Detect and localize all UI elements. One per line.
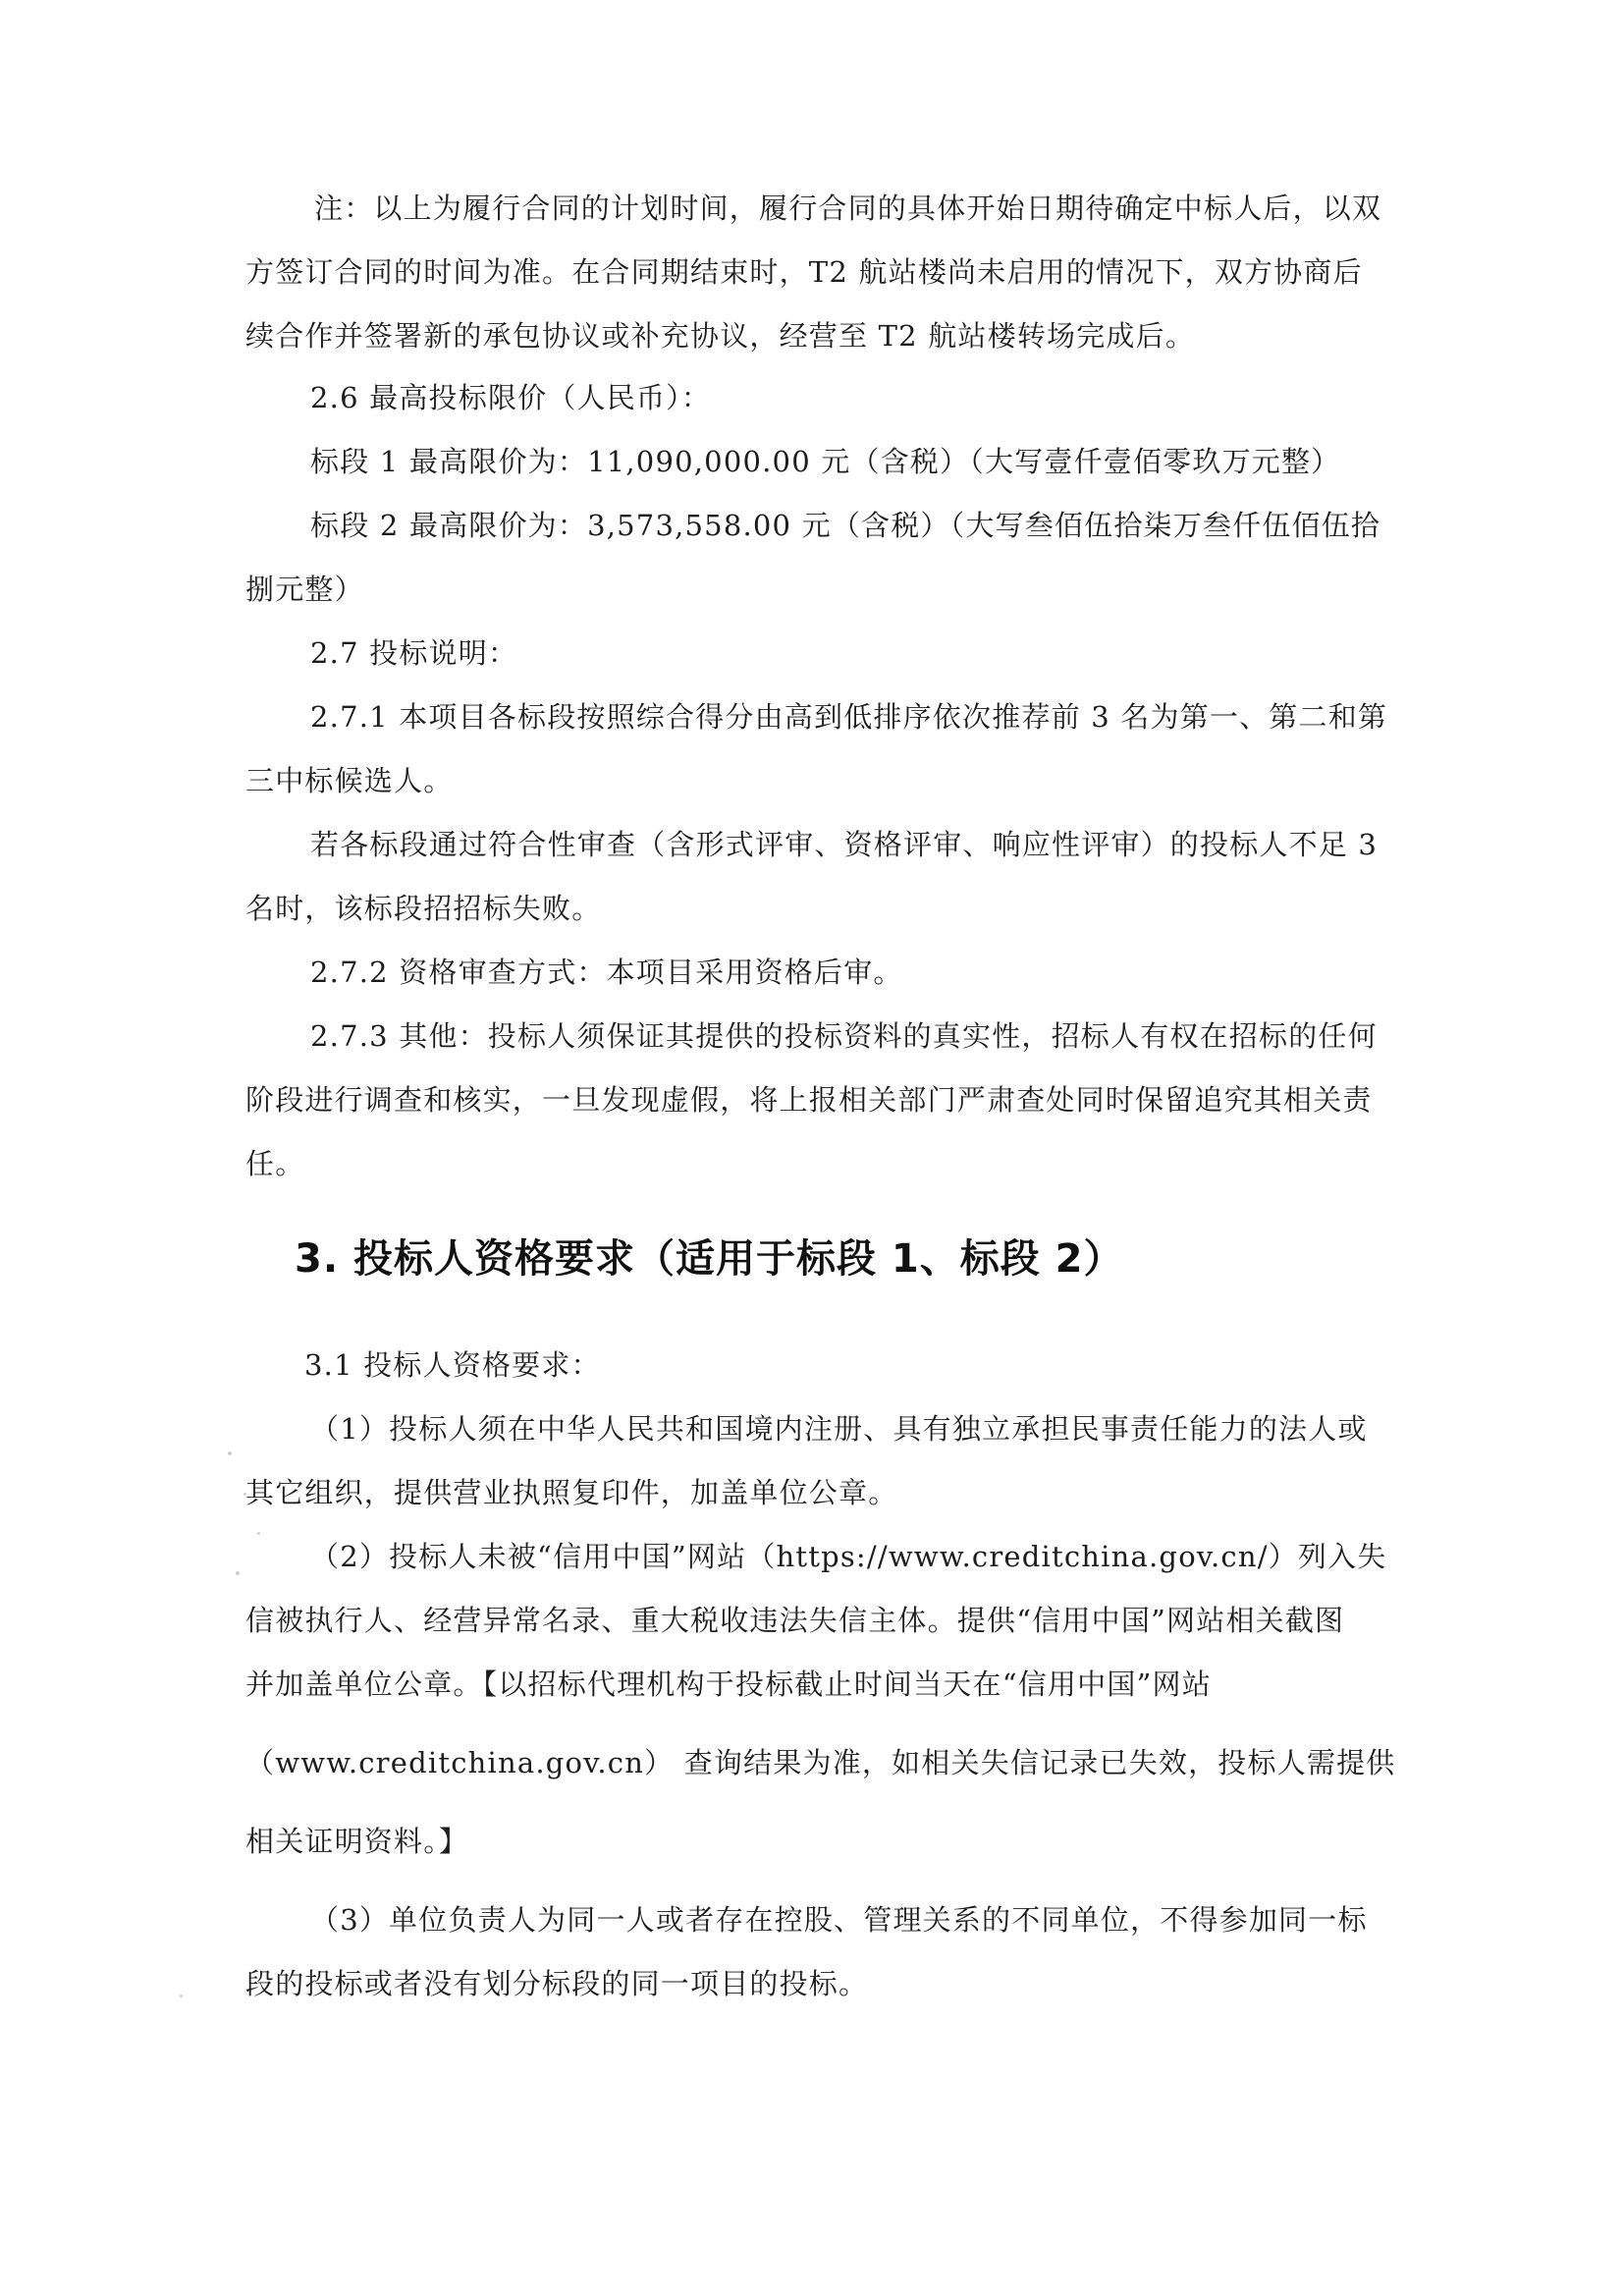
section-3-1-title: 3.1 投标人资格要求： [304,1348,601,1382]
paragraph-line: 注：以上为履行合同的计划时间，履行合同的具体开始日期待确定中标人后，以双 [314,191,1382,225]
paragraph-line: 相关证明资料。】 [245,1825,469,1858]
paragraph-line: 标段 1 最高限价为：11,090,000.00 元（含税）（大写壹仟壹佰零玖万元整） [310,445,1341,478]
paragraph-line: 2.7.3 其他：投标人须保证其提供的投标资料的真实性，招标人有权在招标的任何 [310,1019,1378,1053]
paragraph-line: 任。 [245,1147,305,1180]
paragraph-line: （2）投标人未被“信用中国”网站（https://www.creditchina.gov.cn/）列入失 [310,1540,1387,1573]
scan-speck [228,1451,232,1455]
paragraph-line: 并加盖单位公章。【以招标代理机构于投标截止时间当天在“信用中国”网站 [245,1667,1212,1701]
paragraph-line: 信被执行人、经营异常名录、重大税收违法失信主体。提供“信用中国”网站相关截图 [245,1604,1345,1637]
paragraph-line: 捌元整） [245,573,364,606]
paragraph-line: 阶段进行调查和核实，一旦发现虚假，将上报相关部门严肃查处同时保留追究其相关责 [245,1083,1373,1117]
scan-speck [236,1571,240,1575]
section-3-heading: 3. 投标人资格要求（适用于标段 1、标段 2） [295,1236,1124,1282]
section-2-6-title: 2.6 最高投标限价（人民币）： [310,381,712,414]
paragraph-line: 段的投标或者没有划分标段的同一项目的投标。 [245,1967,869,2000]
paragraph-line: 三中标候选人。 [245,764,454,797]
scan-speck [257,1532,260,1535]
paragraph-line: 若各标段通过符合性审查（含形式评审、资格评审、响应性评审）的投标人不足 3 [310,828,1379,861]
paragraph-line: （1）投标人须在中华人民共和国境内注册、具有独立承担民事责任能力的法人或 [310,1412,1368,1446]
paragraph-line: （www.creditchina.gov.cn） 查询结果为准，如相关失信记录已失效，投标人需提供 [245,1746,1396,1779]
section-2-7-title: 2.7 投标说明： [310,636,518,670]
paragraph-line: 名时，该标段招招标失败。 [245,892,602,925]
paragraph-line: 2.7.1 本项目各标段按照综合得分由高到低排序依次推荐前 3 名为第一、第二和第 [310,700,1388,734]
paragraph-line: 续合作并签署新的承包协议或补充协议，经营至 T2 航站楼转场完成后。 [245,319,1196,353]
paragraph-line: 其它组织，提供营业执照复印件，加盖单位公章。 [245,1476,898,1509]
paragraph-line: 标段 2 最高限价为：3,573,558.00 元（含税）（大写叁佰伍拾柒万叁仟伍佰伍拾 [310,509,1381,542]
paragraph-line: 2.7.2 资格审查方式：本项目采用资格后审。 [310,956,903,989]
paragraph-line: 方签订合同的时间为准。在合同期结束时，T2 航站楼尚未启用的情况下，双方协商后 [245,255,1363,289]
paragraph-line: （3）单位负责人为同一人或者存在控股、管理关系的不同单位，不得参加同一标 [310,1903,1368,1937]
scan-speck [180,1995,183,1997]
